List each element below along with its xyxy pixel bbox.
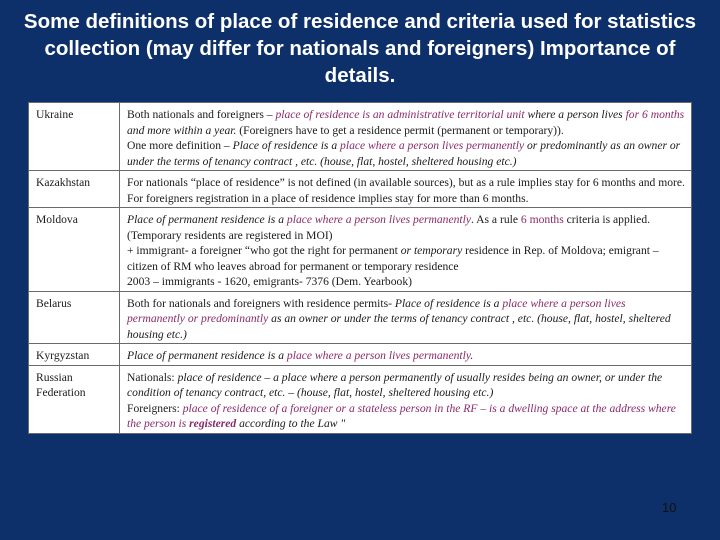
text-run: for 6 months xyxy=(625,108,685,121)
text-run: Foreigners: xyxy=(127,401,183,415)
text-run: Both for nationals and foreigners with residence permits- xyxy=(127,296,395,310)
country-cell: Kyrgyzstan xyxy=(29,344,120,366)
text-run: registered xyxy=(189,417,237,430)
text-run: Both nationals and foreigners – xyxy=(127,108,276,121)
table-row xyxy=(29,291,692,344)
text-run: where a person lives xyxy=(524,108,626,121)
text-run: Place of residence is a xyxy=(394,296,503,310)
definitions-table xyxy=(28,102,692,434)
text-run: place of residence – a place where a person permanently of usually resides being an owner, or under the condition of tenancy contract, etc. – (house, flat, hostel, sheltered housing etc.) xyxy=(127,370,663,399)
text-run: place where a person lives permanently xyxy=(340,139,525,152)
definition-cell xyxy=(120,291,692,344)
slide-title: Some definitions of place of residence and criteria used for statistics collection (may differ for nationals and foreigners) Importance of details. xyxy=(23,10,697,87)
text-run: criteria is applied. (Temporary residents are registered in MOI) xyxy=(127,213,651,242)
definition-cell xyxy=(120,344,692,366)
text-run: and more within a year. xyxy=(127,123,237,137)
text-run: . As a rule xyxy=(470,213,521,226)
definition-cell xyxy=(120,208,692,292)
text-run: place of residence is an administrative territorial unit xyxy=(275,108,525,121)
text-run: One more definition – xyxy=(127,139,233,152)
country-cell: Moldova xyxy=(29,208,120,292)
text-run: residence in Rep. of Moldova; emigrant – citizen of RM who leaves abroad for permanent or temporary residence xyxy=(127,244,659,273)
text-run: or temporary xyxy=(400,244,463,257)
definition-cell xyxy=(120,365,692,433)
text-run: . xyxy=(470,349,474,362)
text-run: Nationals: xyxy=(127,370,178,384)
table-row xyxy=(29,208,692,292)
definition-cell xyxy=(120,171,692,208)
country-cell: Russian Federation xyxy=(29,365,120,433)
page-number: 10 xyxy=(662,500,677,515)
country-cell: Kazakhstan xyxy=(29,171,120,208)
text-run: Place of permanent residence is a xyxy=(127,213,287,226)
definition-cell xyxy=(120,103,692,171)
text-run: 6 months xyxy=(520,213,564,226)
country-cell: Ukraine xyxy=(29,103,120,171)
text-run: Place of residence is a xyxy=(232,139,341,152)
table-row xyxy=(29,103,692,171)
text-run: according to the Law " xyxy=(236,417,346,430)
text-run: Place of permanent residence is a xyxy=(127,349,287,362)
country-cell: Belarus xyxy=(29,291,120,344)
text-run: place where a person lives permanently xyxy=(286,213,471,226)
text-run: For foreigners registration in a place of residence implies stay for more than 6 months. xyxy=(127,191,529,205)
text-run: (Foreigners have to get a residence permit (permanent or temporary)). xyxy=(236,123,564,137)
text-run: place of residence of a foreigner or a stateless person in the RF – is a dwelling space at the address where the person is xyxy=(127,401,676,430)
text-run: or predominantly as an owner or under the terms of tenancy contract , etc. (house, flat, hostel, sheltered housing etc.) xyxy=(127,139,681,168)
text-run: as an owner or under the terms of tenancy contract , etc. (house, flat, hostel, sheltered housing etc.) xyxy=(127,312,671,341)
table-row xyxy=(29,365,692,433)
text-run: 2003 – immigrants - 1620, emigrants- 7376 (Dem. Yearbook) xyxy=(127,275,412,288)
text-run: For nationals “place of residence” is not defined (in available sources), but as a rule implies stay for 6 months and more. xyxy=(127,176,685,189)
table-row xyxy=(29,171,692,208)
text-run: place where a person lives permanently xyxy=(286,349,471,362)
text-run: place where a person lives permanently or predominantly xyxy=(127,296,626,325)
text-run: + immigrant- a foreigner “who got the right for permanent xyxy=(127,244,401,257)
table-row xyxy=(29,344,692,366)
